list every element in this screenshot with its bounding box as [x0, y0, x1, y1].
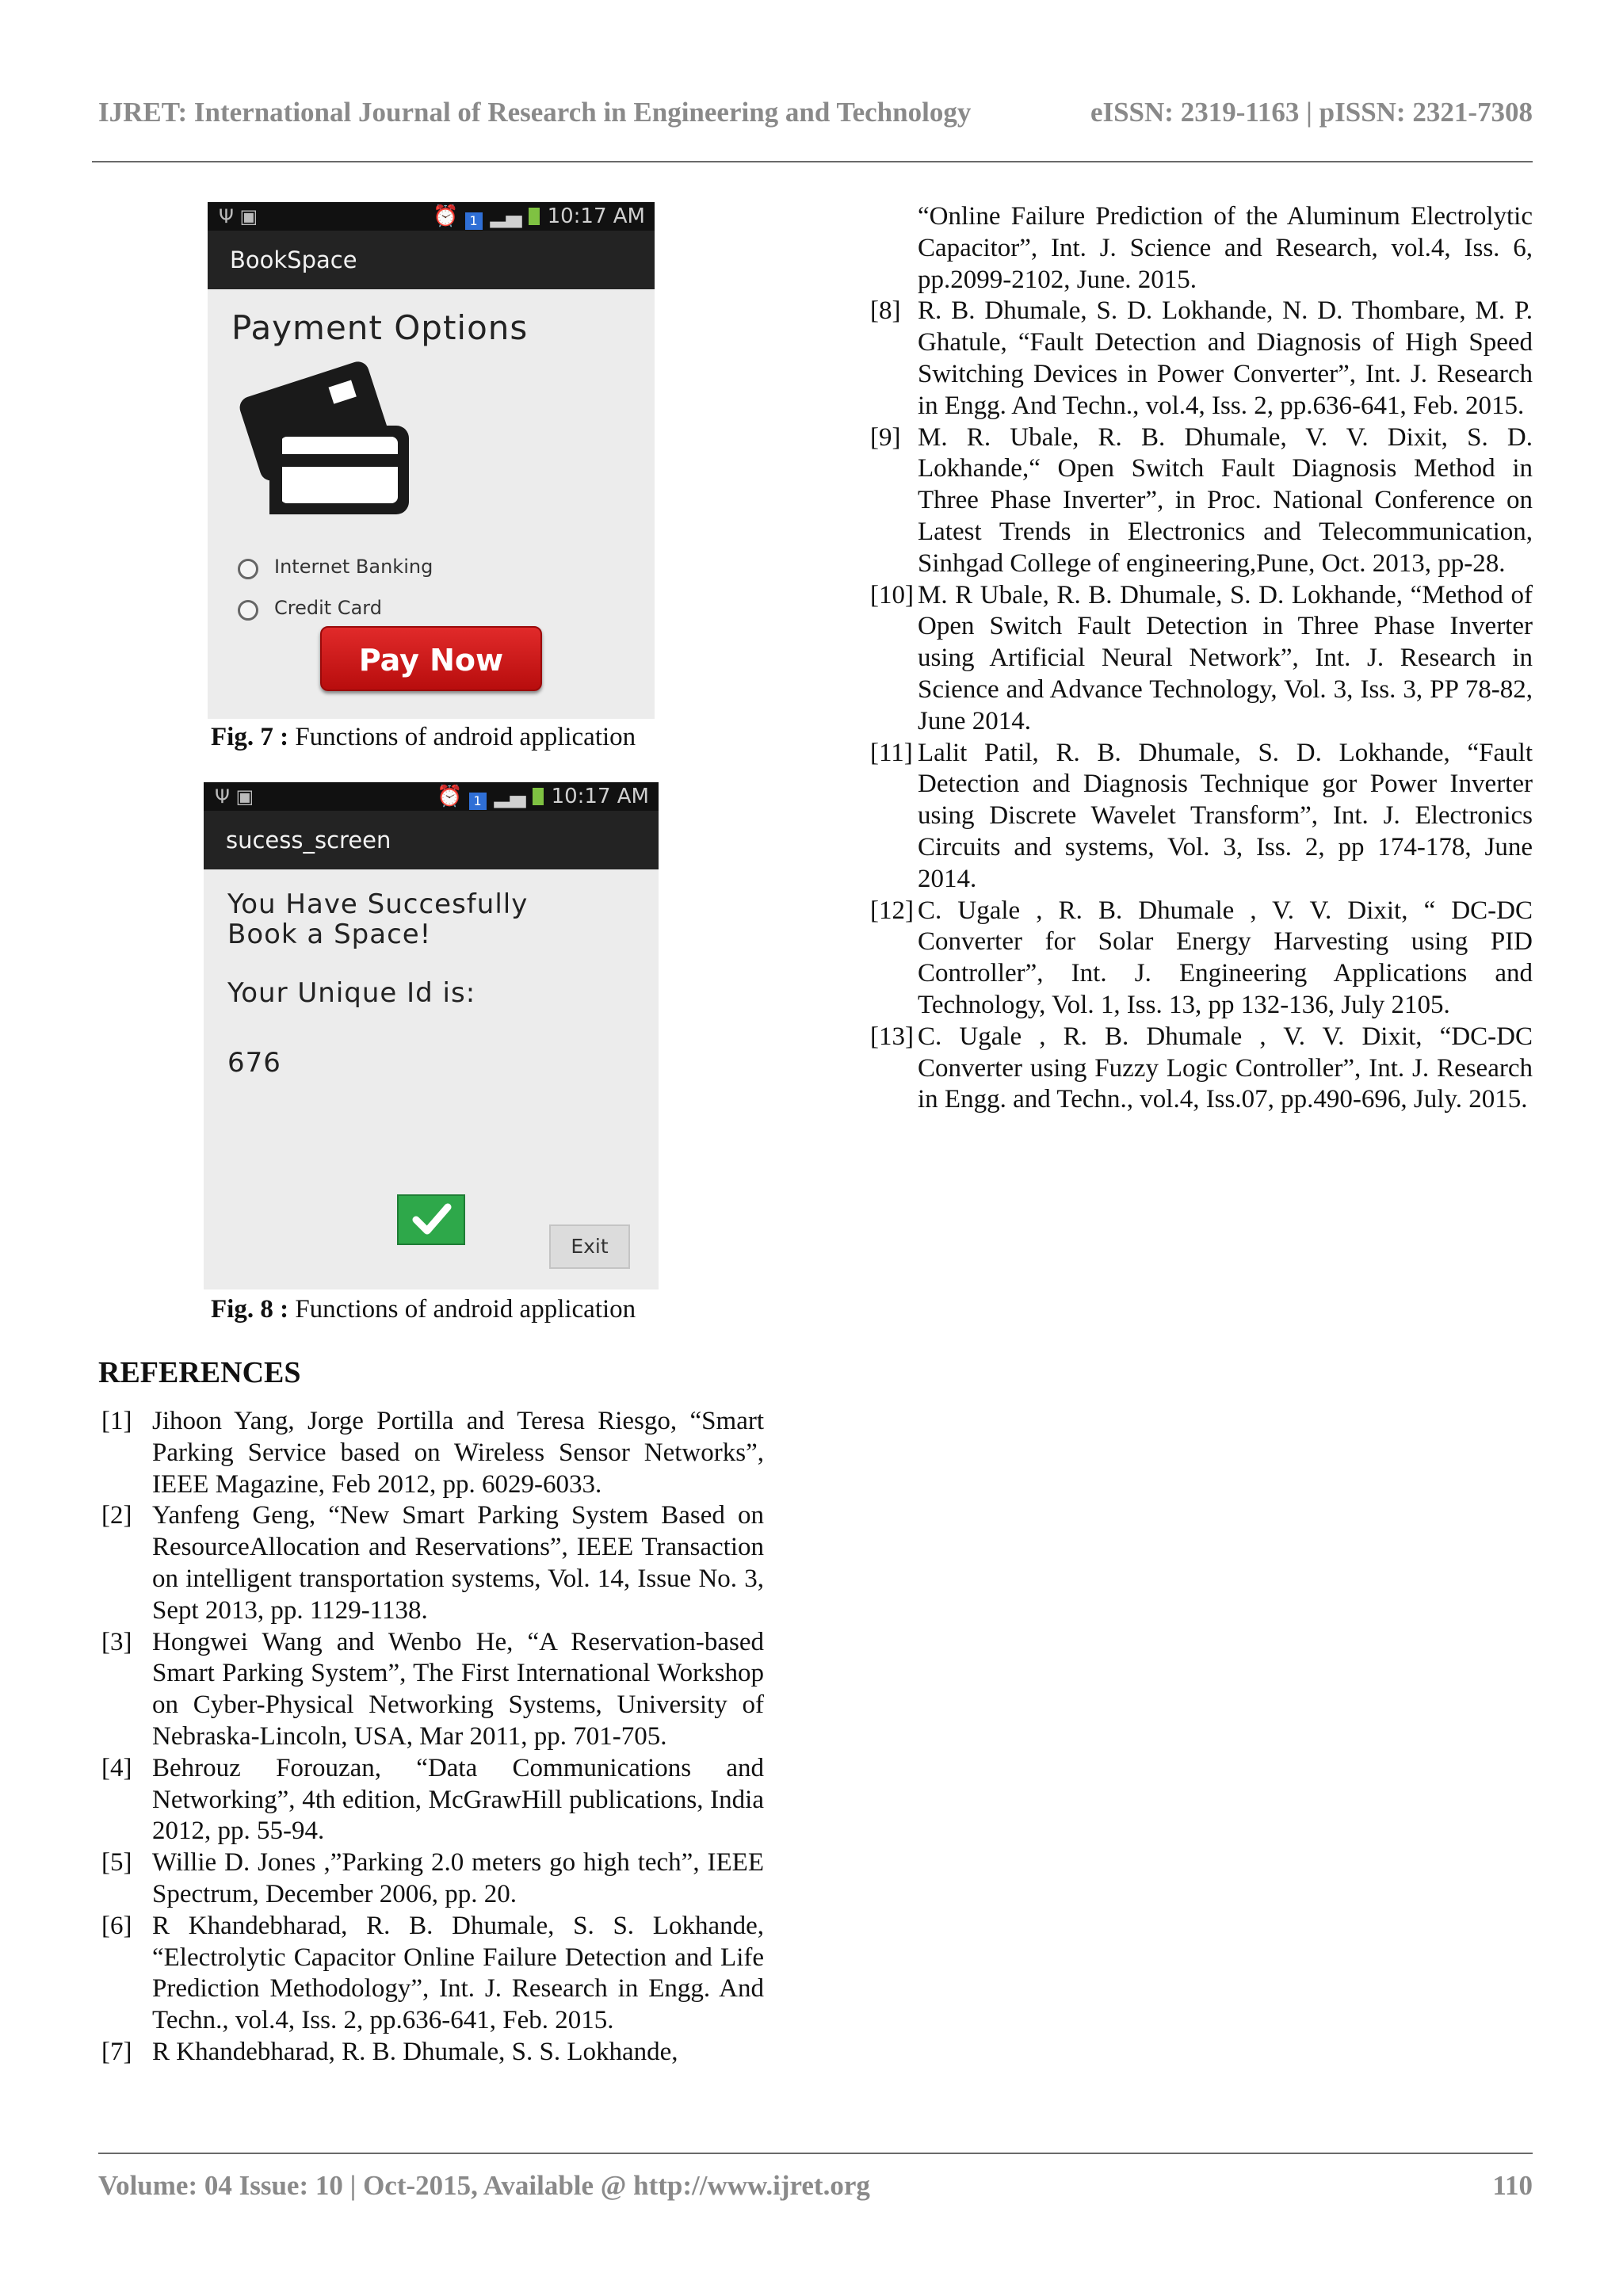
status-bar: [208, 202, 655, 231]
exit-button[interactable]: Exit: [549, 1224, 630, 1269]
reference-item: [870, 896, 1533, 1022]
reference-number: [11]: [870, 738, 913, 767]
reference-number: [1]: [101, 1407, 132, 1435]
success-message-line1: You Have Succesfully: [227, 888, 529, 920]
reference-number: [9]: [870, 422, 901, 452]
usb-icon: Ψ ▣: [215, 785, 254, 808]
reference-item: [98, 1627, 764, 1753]
reference-item: [98, 1500, 764, 1626]
reference-text: M. R. Ubale, R. B. Dhumale, V. V. Dixit, S. D. Lokhande,“ Open Switch Fault Diagnosis Method in Three Phase Inverter”, in Proc. National Conference on Latest Trends in Electronics and Telecommunication, Sinhgad College of engineering,Pune, Oct. 2013, pp-28.: [918, 422, 1533, 578]
figure-7-screenshot: [208, 202, 655, 719]
unique-id-label: Your Unique Id is:: [227, 977, 476, 1009]
caption-label: Fig. 8 :: [211, 1295, 289, 1324]
battery-icon: [533, 788, 544, 805]
option-credit-card[interactable]: [238, 597, 382, 621]
app-title: sucess_screen: [226, 827, 391, 854]
app-title-bar: [208, 231, 655, 289]
usb-icon: Ψ ▣: [219, 205, 258, 227]
reference-text: M. R Ubale, R. B. Dhumale, S. D. Lokhande, “Method of Open Switch Fault Detection in Three Phase Inverter using Artificial Neural Network”, Int. J. Research in Science and Advance Technology, Vol. 3, Iss. 3, PP 78-82, June 2014.: [918, 580, 1533, 735]
page-footer: [98, 2170, 1533, 2210]
references-left-column: [98, 1406, 764, 2069]
reference-number: [8]: [870, 296, 901, 326]
reference-number: [3]: [101, 1627, 132, 1656]
checkmark-icon: [397, 1194, 465, 1245]
figure-8-screenshot: [204, 782, 659, 1289]
volume-info: Volume: 04 Issue: 10 | Oct-2015, Available @ http://www.ijret.org: [98, 2170, 870, 2201]
journal-title: IJRET: International Journal of Research in Engineering and Technology: [98, 97, 972, 128]
reference-text: Lalit Patil, R. B. Dhumale, S. D. Lokhande, “Fault Detection and Diagnosis Technique gor Power Inverter using Discrete Wavelet Transform”, Int. J. Electronics Circuits and systems, Vol. 3, Iss. 2, pp 174-178, June 2014.: [918, 738, 1533, 893]
payment-options-heading: Payment Options: [231, 308, 529, 347]
alarm-icon: ⏰: [437, 785, 463, 808]
reference-text: Yanfeng Geng, “New Smart Parking System Based on ResourceAllocation and Reservations”, IEEE Transaction on intelligent transportation systems, Vol. 14, Issue No. 3, Sept 2013, pp. 1129-1138.: [152, 1501, 764, 1625]
references-right-column: [870, 201, 1533, 1116]
reference-text: C. Ugale , R. B. Dhumale , V. V. Dixit, “DC-DC Converter using Fuzzy Logic Controller”, Int. J. Research in Engg. and Techn., vol.4, Iss.07, pp.490-696, July. 2015.: [918, 1022, 1533, 1114]
battery-icon: [529, 208, 540, 225]
figure-7-caption: [211, 723, 636, 752]
reference-number: [4]: [101, 1753, 132, 1782]
reference-text: R Khandebharad, R. B. Dhumale, S. S. Lokhande,: [152, 2037, 678, 2066]
page-header: [98, 97, 1533, 136]
reference-text: R. B. Dhumale, S. D. Lokhande, N. D. Thombare, M. P. Ghatule, “Fault Detection and Diagnosis of High Speed Switching Devices in Power Converter”, Int. J. Research in Engg. And Techn., vol.4, Iss. 2, pp.636-641, Feb. 2015.: [918, 296, 1533, 420]
status-icons: [437, 785, 649, 810]
reference-item: [98, 1911, 764, 2037]
reference-item: [870, 422, 1533, 580]
radio-icon[interactable]: [238, 559, 258, 579]
reference-item: [870, 1022, 1533, 1116]
radio-icon[interactable]: [238, 600, 258, 621]
credit-card-icon: [230, 361, 412, 519]
notification-icon: 1: [465, 212, 483, 230]
references-heading: REFERENCES: [98, 1356, 301, 1389]
footer-rule: [98, 2153, 1533, 2154]
reference-item: [98, 1847, 764, 1911]
caption-label: Fig. 7 :: [211, 723, 289, 751]
reference-number: [13]: [870, 1022, 914, 1051]
reference-item: [98, 2037, 764, 2069]
reference-number: [5]: [101, 1848, 132, 1878]
alarm-icon: ⏰: [433, 204, 459, 228]
issn-info: eISSN: 2319-1163 | pISSN: 2321-7308: [1090, 97, 1533, 128]
option-internet-banking[interactable]: [238, 556, 433, 579]
reference-item: [98, 1753, 764, 1847]
reference-number: [7]: [101, 2037, 132, 2066]
reference-number: [6]: [101, 1911, 132, 1940]
reference-7-continuation: “Online Failure Prediction of the Aluminum Electrolytic Capacitor”, Int. J. Science and Research, vol.4, Iss. 6, pp.2099-2102, June. 2015.: [918, 202, 1533, 294]
status-icons: [433, 204, 645, 230]
status-time: 10:17 AM: [551, 785, 649, 808]
reference-text: R Khandebharad, R. B. Dhumale, S. S. Lokhande, “Electrolytic Capacitor Online Failure Detection and Life Prediction Methodology”, Int. J. Research in Engg. And Techn., vol.4, Iss. 2, pp.636-641, Feb. 2015.: [152, 1911, 764, 2035]
caption-text: Functions of android application: [288, 1295, 636, 1324]
option-label: Credit Card: [274, 597, 382, 619]
reference-item: [870, 738, 1533, 896]
status-time: 10:17 AM: [547, 204, 645, 228]
app-title-bar: [204, 811, 659, 869]
reference-text: Jihoon Yang, Jorge Portilla and Teresa Riesgo, “Smart Parking Service based on Wireless Sensor Networks”, IEEE Magazine, Feb 2012, pp. 6029-6033.: [152, 1407, 764, 1499]
status-bar: [204, 782, 659, 811]
pay-now-button[interactable]: Pay Now: [320, 626, 542, 691]
figure-8-caption: [211, 1295, 636, 1324]
reference-text: Behrouz Forouzan, “Data Communications and Networking”, 4th edition, McGrawHill publications, India 2012, pp. 55-94.: [152, 1753, 764, 1846]
reference-text: Hongwei Wang and Wenbo He, “A Reservation-based Smart Parking System”, The First International Workshop on Cyber-Physical Networking Systems, University of Nebraska-Lincoln, USA, Mar 2011, pp. 701-705.: [152, 1627, 764, 1751]
reference-number: [2]: [101, 1501, 132, 1530]
reference-text: C. Ugale , R. B. Dhumale , V. V. Dixit, “ DC-DC Converter for Solar Energy Harvesting using PID Controller”, Int. J. Engineering Applications and Technology, Vol. 1, Iss. 13, pp 132-136, July 2105.: [918, 896, 1533, 1019]
unique-id-value: 676: [227, 1047, 281, 1079]
header-rule: [92, 161, 1533, 162]
reference-number: [12]: [870, 896, 914, 925]
page-number: 110: [1492, 2170, 1533, 2201]
option-label: Internet Banking: [274, 556, 433, 578]
caption-text: Functions of android application: [288, 723, 636, 751]
reference-item: [870, 296, 1533, 422]
signal-icon: ▂▄: [490, 204, 522, 228]
reference-item: [870, 580, 1533, 738]
app-title: BookSpace: [230, 246, 357, 273]
reference-item: [98, 1406, 764, 1500]
notification-icon: 1: [469, 793, 487, 810]
reference-number: [10]: [870, 580, 914, 609]
success-message-line2: Book a Space!: [227, 919, 432, 950]
reference-text: Willie D. Jones ,”Parking 2.0 meters go high tech”, IEEE Spectrum, December 2006, pp. 20.: [152, 1848, 764, 1908]
signal-icon: ▂▄: [494, 785, 526, 808]
